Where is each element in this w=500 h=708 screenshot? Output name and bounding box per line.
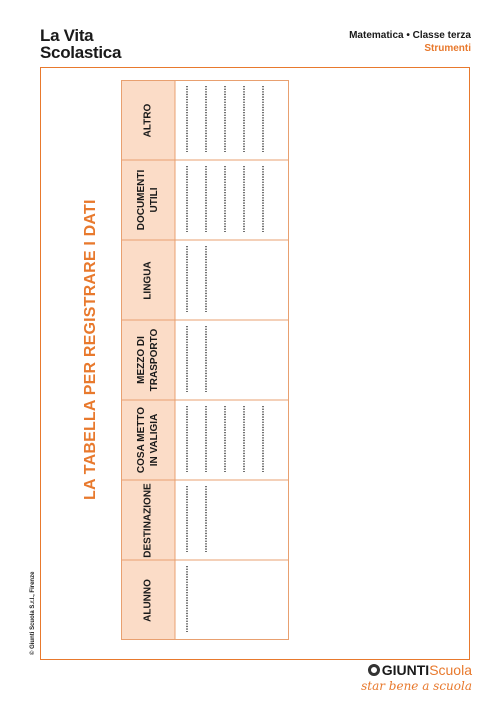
subject-label: Matematica • Classe terza xyxy=(349,30,471,41)
data-table xyxy=(121,80,289,640)
brand-line-1: La Vita xyxy=(40,26,94,45)
page-title: LA TABELLA PER REGISTRARE I DATI xyxy=(82,199,99,500)
column-header-line-1: ALUNNO xyxy=(142,578,154,622)
column-header-line-1: DOCUMENTI xyxy=(136,169,147,231)
publisher-accent: Scuola xyxy=(429,662,472,678)
column-header-line-2: TRASPORTO xyxy=(149,328,160,392)
column-header-line-1: MEZZO DI xyxy=(136,336,147,384)
copyright-note: © Giunti Scuola S.r.l., Firenze xyxy=(30,571,36,655)
section-label: Strumenti xyxy=(424,43,471,54)
column-header-line-1: LINGUA xyxy=(142,260,154,300)
column-header xyxy=(142,240,155,320)
column-header xyxy=(142,560,155,640)
column-header xyxy=(135,160,161,240)
column-header xyxy=(135,320,161,400)
brand-line-2: Scolastica xyxy=(40,43,122,62)
publisher-logo xyxy=(368,662,472,678)
column-header-line-2: UTILI xyxy=(149,187,160,213)
publisher-tagline: star bene a scuola xyxy=(361,679,472,693)
publisher-name: GIUNTI xyxy=(381,662,430,678)
giunti-g-icon xyxy=(368,664,380,676)
column-header-line-1: ALTRO xyxy=(142,103,154,137)
column-header-line-2: IN VALIGIA xyxy=(149,413,160,467)
column-header xyxy=(142,480,155,560)
brand-logo xyxy=(40,27,121,61)
column-header-line-1: COSA METTO xyxy=(136,406,147,474)
column-header xyxy=(135,400,161,480)
column-header-line-1: DESTINAZIONE xyxy=(142,482,154,558)
column-header xyxy=(142,80,155,160)
